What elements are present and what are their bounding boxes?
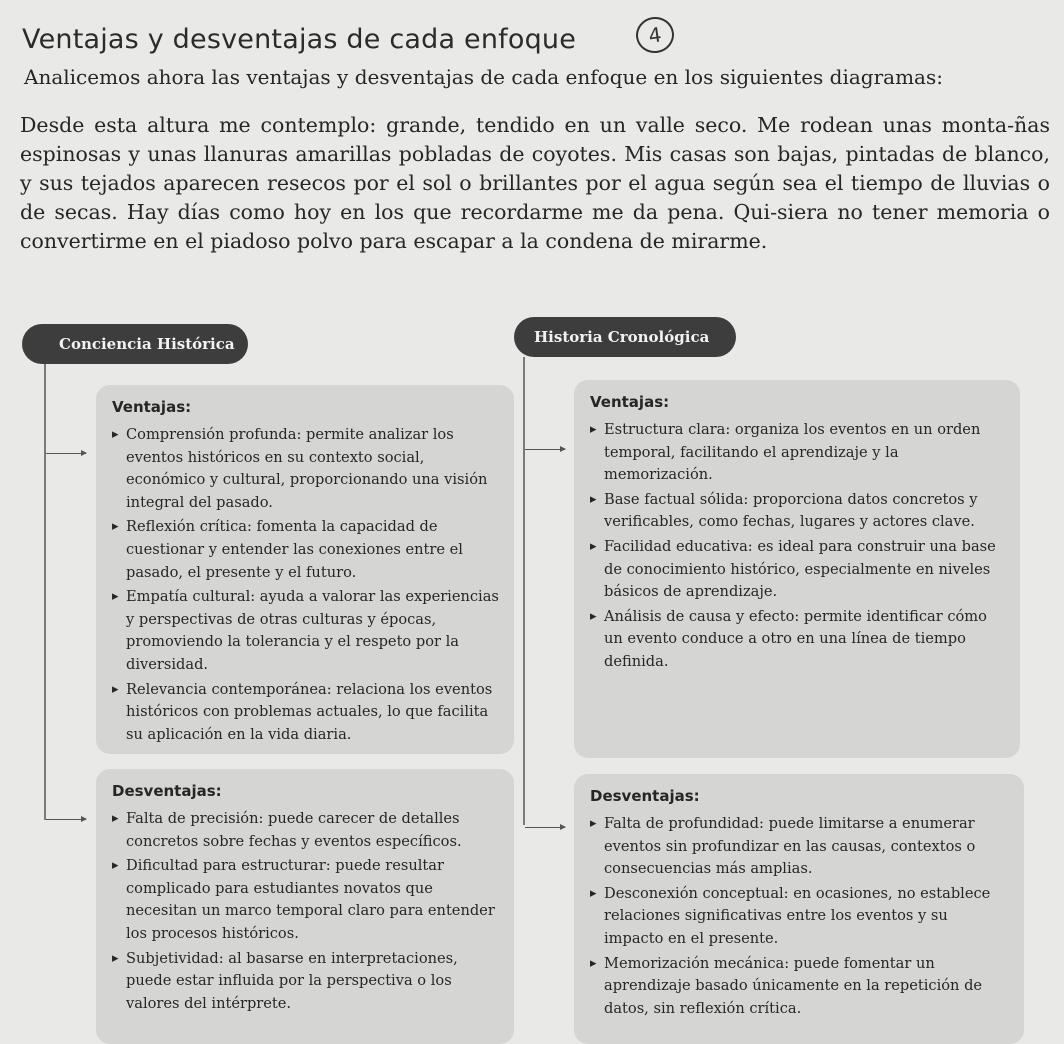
left-ventajas-label: Ventajas: [112,398,192,416]
right-desventajas-arrow [525,827,565,828]
list-item: ▸ Base factual sólida: proporciona datos concretos y verificables, como fechas, lugares y actores clave. [590,489,1006,534]
right-ventajas-arrow [525,449,565,450]
page-number-badge: 4 [634,15,677,56]
list-item: ▸ Empatía cultural: ayuda a valorar las experiencias y perspectivas de otras culturas y épocas, promoviendo la tolerancia y el respeto por la diversidad. [112,586,500,676]
list-item: ▸ Dificultad para estructurar: puede resultar complicado para estudiantes novatos que necesitan un marco temporal claro para entender los procesos históricos. [112,855,500,945]
intro-text: Analicemos ahora las ventajas y desventajas de cada enfoque en los siguientes diagramas: [24,65,943,89]
right-desventajas-box [574,774,1024,1044]
list-item: ▸ Memorización mecánica: puede fomentar un aprendizaje basado únicamente en la repetición de datos, sin reflexión crítica. [590,953,1010,1021]
list-item: ▸ Estructura clara: organiza los eventos en un orden temporal, facilitando el aprendizaje y la memorización. [590,419,1006,487]
list-item: ▸ Relevancia contemporánea: relaciona los eventos históricos con problemas actuales, lo que facilita su aplicación en la vida diaria. [112,679,500,747]
list-item: ▸ Comprensión profunda: permite analizar los eventos históricos en su contexto social, económico y cultural, proporcionando una visión integral del pasado. [112,424,500,514]
list-item: ▸ Reflexión crítica: fomenta la capacidad de cuestionar y entender las conexiones entre el pasado, el presente y el futuro. [112,516,500,584]
list-item: ▸ Análisis de causa y efecto: permite identificar cómo un evento conduce a otro en una línea de tiempo definida. [590,606,1006,674]
section-heading: Ventajas y desventajas de cada enfoque [22,24,577,55]
list-item: ▸ Subjetividad: al basarse en interpretaciones, puede estar influida por la perspectiva o los valores del intérprete. [112,948,500,1016]
right-connector-line [523,357,525,825]
left-ventajas-arrow [46,453,86,454]
list-item: ▸ Falta de profundidad: puede limitarse a enumerar eventos sin profundizar en las causas, contextos o consecuencias más amplias. [590,813,1010,881]
list-item: ▸ Facilidad educativa: es ideal para construir una base de conocimiento histórico, especialmente en niveles básicos de aprendizaje. [590,536,1006,604]
left-ventajas-list [112,424,500,746]
historia-cronologica-pill: Historia Cronológica [514,317,736,357]
right-desventajas-label: Desventajas: [590,787,700,805]
left-desventajas-label: Desventajas: [112,782,222,800]
right-ventajas-list [590,419,1006,674]
left-desventajas-box [96,769,514,1044]
list-item: ▸ Desconexión conceptual: en ocasiones, no establece relaciones significativas entre los eventos y su impacto en el presente. [590,883,1010,951]
left-connector-line [44,364,46,820]
body-paragraph: Desde esta altura me contemplo: grande, tendido en un valle seco. Me rodean unas monta-ñas espinosas y unas llanuras amarillas pobladas de coyotes. Mis casas son bajas, pintadas de blanco, y sus tejados aparecen resecos por el sol o brillantes por el agua según sea el tiempo de lluvias o de secas. Hay días como hoy en los que recordarme me da pena. Qui-siera no tener memoria o convertirme en el piadoso polvo para escapar a la condena de mirarme. [20,113,1050,253]
left-ventajas-box [96,385,514,754]
list-item: ▸ Falta de precisión: puede carecer de detalles concretos sobre fechas y eventos específicos. [112,808,500,853]
conciencia-historica-pill: Conciencia Histórica [22,324,248,364]
right-ventajas-box [574,380,1020,758]
left-desventajas-list [112,808,500,1015]
right-desventajas-list [590,813,1010,1020]
right-ventajas-label: Ventajas: [590,393,670,411]
left-desventajas-arrow [46,819,86,820]
